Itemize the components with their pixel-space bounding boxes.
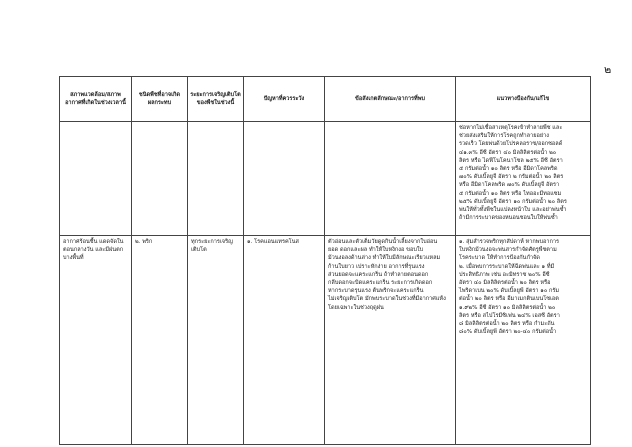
- header-problem: ปัญหาที่ควรระวัง: [244, 77, 325, 122]
- symptom-line: ก้านใบยาว เปราะหักง่าย อาการที่รุนแรง: [328, 263, 425, 270]
- symptom-line: กลีบดอกจะบิดแคระแกร็น ระยะการเกิดดอก: [328, 280, 433, 287]
- solution-line: อัตรา ๔๐ มิลลิลิตรต่อน้ำ ๒๐ ลิตร หรือ: [459, 280, 551, 287]
- solution-line: ช่วยส่งเสริมให้การโรคถูกทำลายอย่าง: [459, 133, 550, 140]
- table-row: [60, 236, 591, 445]
- solution-line: ลิตร หรือ สไปโรมีซิเฟน ๒๔% เอสซี อัตรา: [459, 312, 560, 319]
- solution-line: ๗๐% ดับเบิ้ลยูจี อัตรา ๒ กรัมต่อน้ำ ๒๐ ลิตร: [459, 174, 564, 181]
- cell-condition: [60, 122, 132, 236]
- symptom-line: ตัวอ่อนและตัวเต็มวัยดูดกินน้ำเลี้ยงจากใบอ่อน: [328, 239, 438, 245]
- symptom-line: หากระบาดรุนแรง ต้นพริกจะแคระแกร็น: [328, 288, 424, 295]
- solution-line: ๘๐% ดับเบิ้ลยูพี อัตรา ๒๐-๔๐ กรัมต่อน้ำ: [459, 329, 557, 336]
- cell-condition: อากาศร้อนชื้น แดดจัดในตอนกลางวัน และมีฝนตกบางพื้นที่: [60, 236, 132, 445]
- cell-stage: [188, 122, 244, 236]
- solution-line: โรคระบาด ให้ทำการป้องกันกำจัด: [459, 255, 540, 262]
- solution-line: ๕ กรัมต่อน้ำ ๑๐ ลิตร หรือ ไทออะมีทอแซม: [459, 190, 562, 197]
- header-condition: สภาพแวดล้อม/สภาพอากาศที่เกิดในช่วงเวลานี้: [60, 77, 132, 122]
- cell-stage: ทุกระยะการเจริญเติบโต: [188, 236, 244, 445]
- solution-line: ต่อน้ำ ๒๐ ลิตร หรือ อีมาเมกตินเบนโซเอต: [459, 296, 559, 303]
- solution-line: หรือ อีมิดาโคลพริด ๗๐% ดับเบิ้ลยูจี อัตรา: [459, 182, 560, 189]
- solution-line: ๕ กรัมต่อน้ำ ๑๐ ลิตร หรือ อีมิดาโคลพริด: [459, 166, 558, 173]
- solution-line: ๘ มิลลิลิตรต่อน้ำ ๒๐ ลิตร หรือ กำมะถัน: [459, 321, 555, 328]
- symptom-line: ไม่เจริญเติบโต มักพบระบาดในช่วงที่มีอากาศแห้ง: [328, 296, 446, 303]
- symptom-line: ส่วนยอดจะแคระแกร็น ถ้าทำลายตอนดอก: [328, 271, 429, 278]
- solution-line: พ่นให้ทั่วทั้งพืชในแปลงหน้าใบ และอย่าพ่นซ้ำ: [459, 207, 567, 214]
- symptom-line: โดยเฉพาะในช่วงฤดูฝน: [328, 304, 384, 311]
- solution-line: ลิตร หรือ ไดฟีโนโคนาโซล ๒๕% อีซี อัตรา: [459, 157, 563, 164]
- solution-line: รวดเร็ว โดยพ่นด้วยโปรคลอราซ/ออกซอลด์: [459, 141, 563, 148]
- cell-crop: [132, 122, 188, 236]
- header-symptoms: ข้อสังเกตลักษณะ/อาการที่พบ: [325, 77, 456, 122]
- cell-solution: [456, 236, 591, 445]
- solution-line: ๔๑.๓% อีซี อัตรา ๔๐ มิลลิลิตรต่อน้ำ ๒๐: [459, 149, 557, 156]
- solution-line: ๒. เมื่อพบการระบาดให้ฉีดพ่นและ ๑ ที่มี: [459, 263, 555, 270]
- page-number: ๒: [604, 63, 612, 76]
- solution-line: ๒๕% ดับเบิ้ลยูจี อัตรา ๑๐ กรัมต่อน้ำ ๒๐ ลิตร: [459, 198, 567, 205]
- cell-crop: ๒. พริก: [132, 236, 188, 445]
- solution-line: ๑. สุ่มสำรวจพริกทุกสัปดาห์ หากพบอาการ: [459, 239, 560, 245]
- symptom-line: ยอด ดอกและผล ทำให้ใบหงิกงอ ขอบใบ: [328, 247, 424, 254]
- table-row: [60, 122, 591, 236]
- header-solution: แนวทางป้องกัน/แก้ไข: [456, 77, 591, 122]
- solution-line: ช่อหากไม่เชื่อสาเหตุโรคเข้าทำลายพืช และ: [459, 125, 563, 131]
- crop-advisory-table: [59, 76, 591, 445]
- cell-problem: [244, 122, 325, 236]
- cell-solution: [456, 122, 591, 236]
- solution-line: ๑.๙๒% อีซี อัตรา ๑๐ มิลลิลิตรต่อน้ำ ๒๐: [459, 304, 556, 311]
- solution-line: ถ้ามีการระบาดของหนอนชอนใบให้พ่นซ้ำ: [459, 215, 558, 222]
- header-crop: ชนิดพืชที่อาจเกิดผลกระทบ: [132, 77, 188, 122]
- cell-symptoms: [325, 122, 456, 236]
- solution-line: ไพริดาเบน ๒๐% ดับเบิ้ลยูพี อัตรา ๑๐ กรัม: [459, 288, 560, 295]
- solution-line: ใบหงิกม้วนงอจะพ่นสารกำจัดศัตรูพืชตาม: [459, 247, 557, 254]
- cell-symptoms: [325, 236, 456, 445]
- cell-problem: ๑. โรคแอนแทรคโนส: [244, 236, 325, 445]
- header-stage: ระยะการเจริญเติบโตของพืชในช่วงนี้: [188, 77, 244, 122]
- header-row: [60, 77, 591, 122]
- solution-line: ประสิทธิภาพ เช่น อะมิทราซ ๒๐% อีซี: [459, 271, 550, 278]
- symptom-line: ม้วนงอลงด้านล่าง ทำให้ใบมีลักษณะเรียวแหลม: [328, 255, 441, 262]
